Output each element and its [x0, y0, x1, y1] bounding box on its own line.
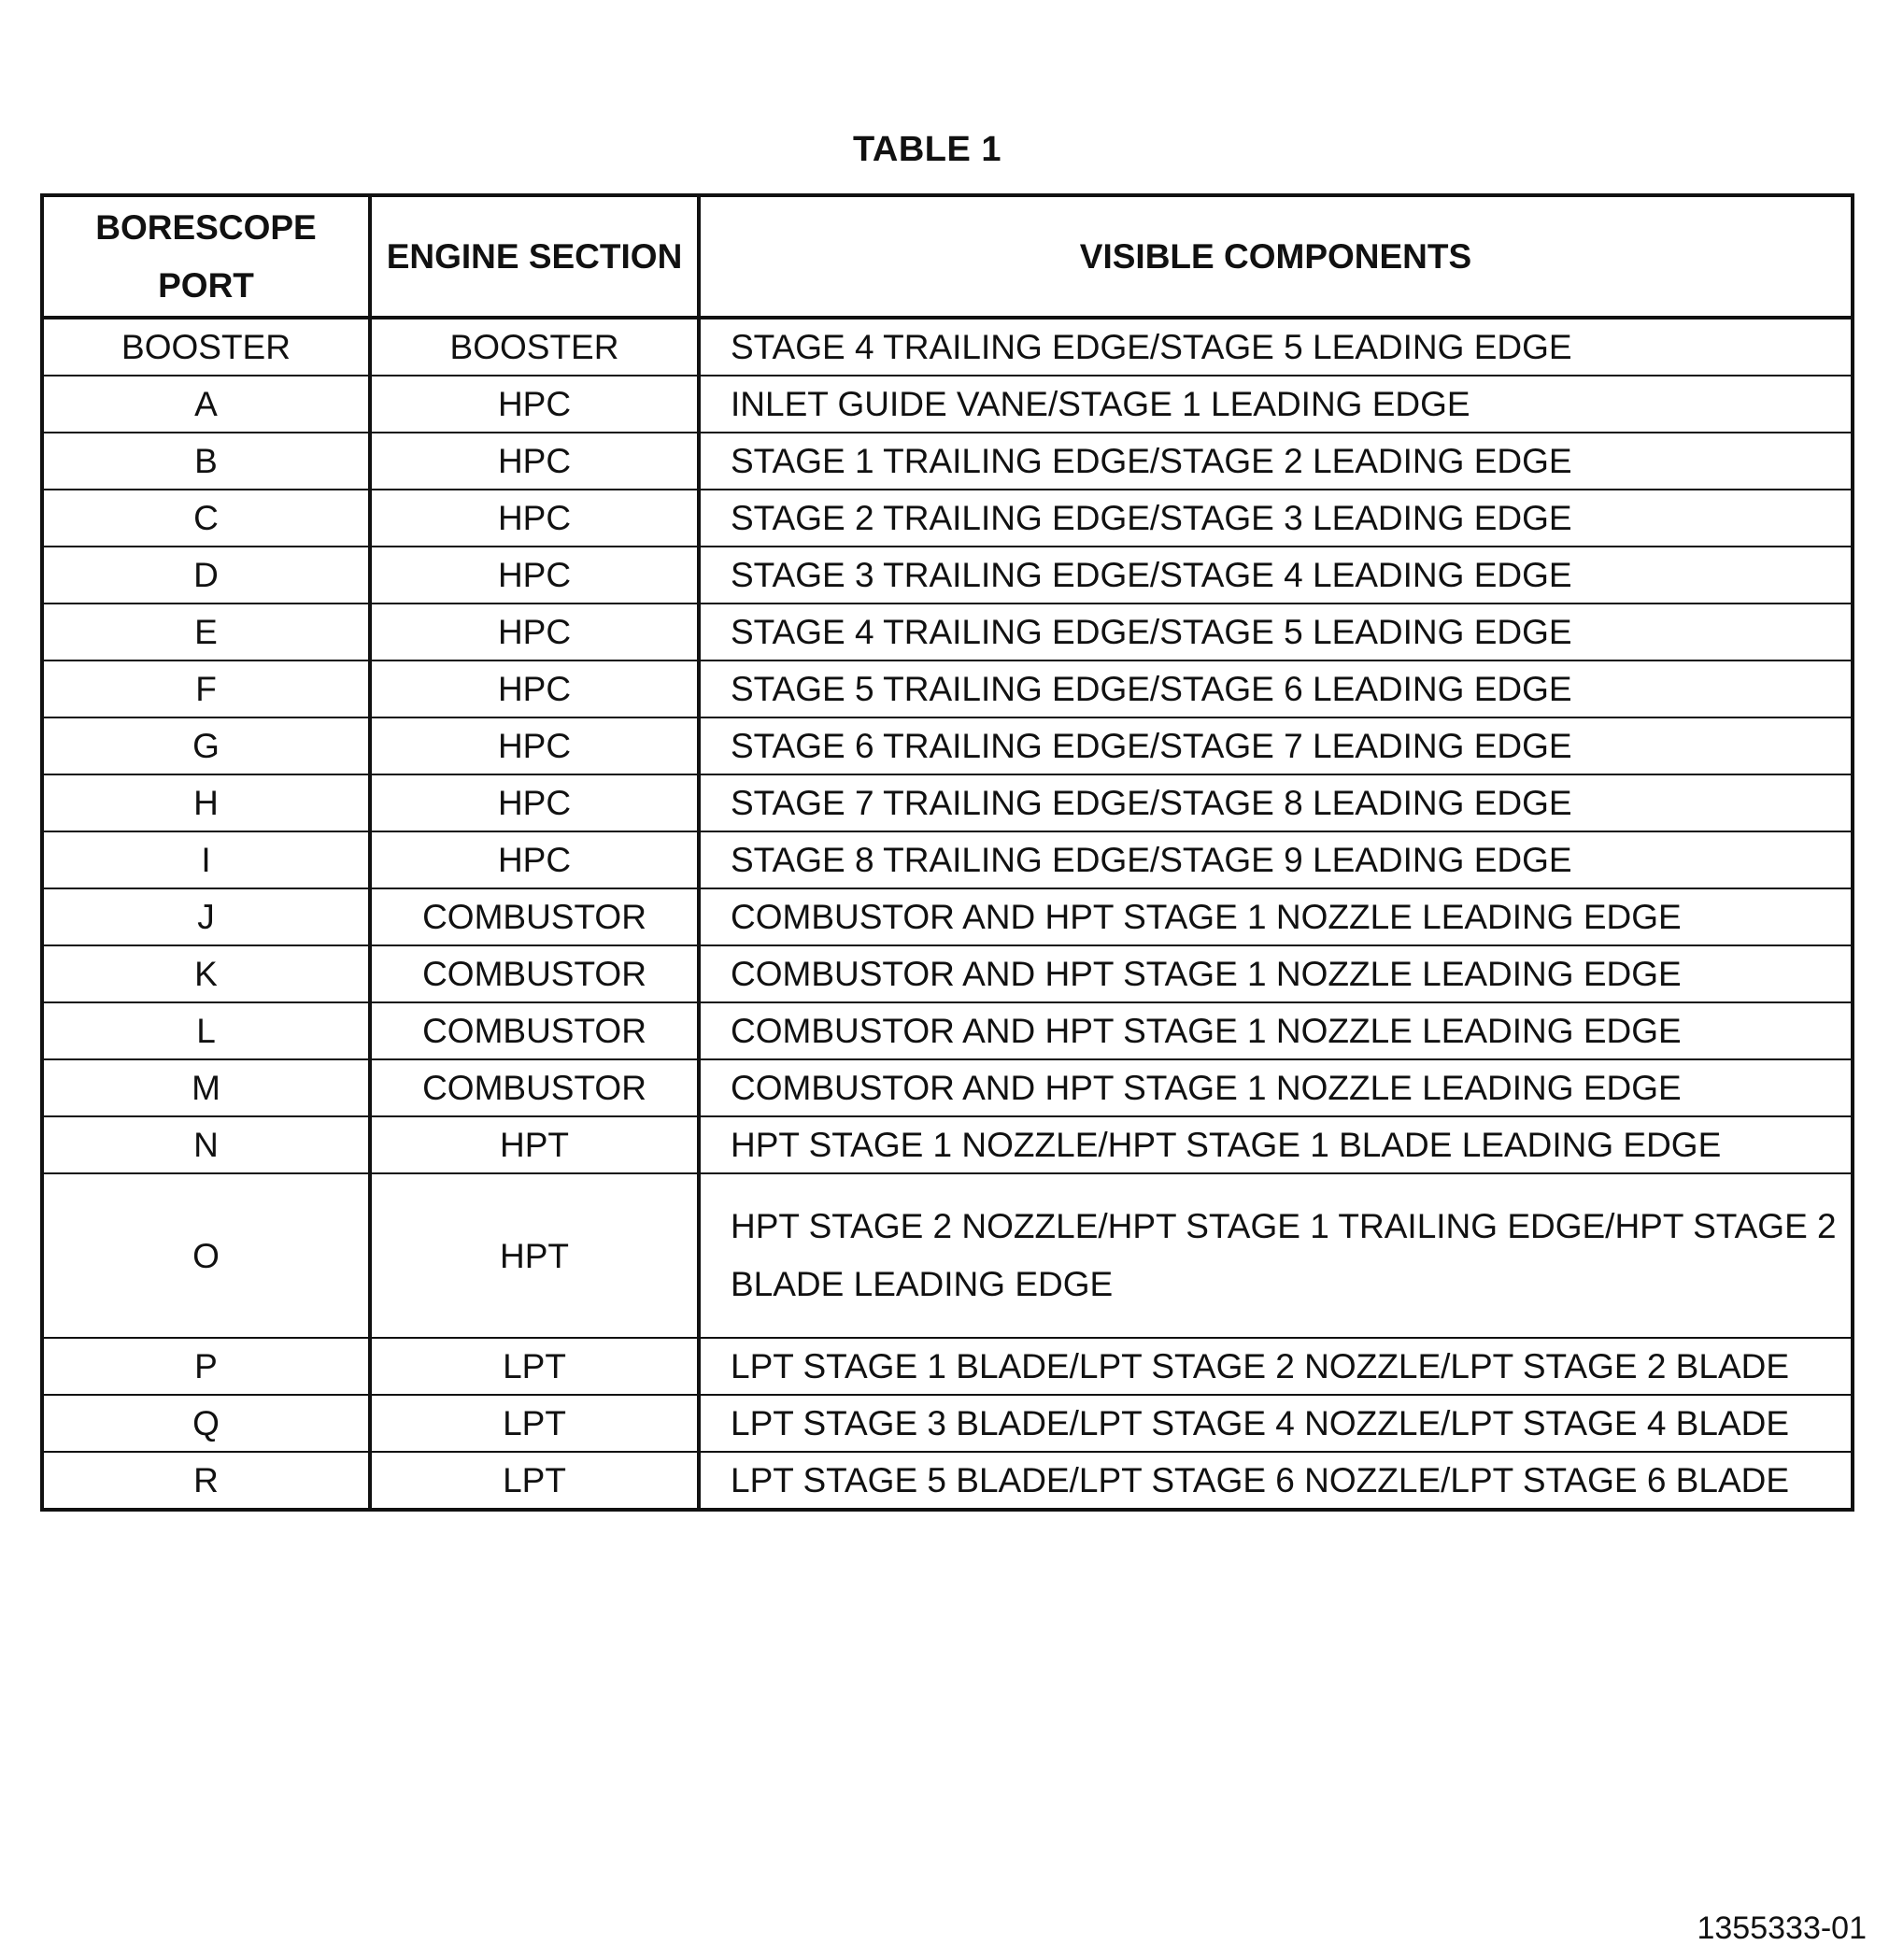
table-header [42, 195, 1853, 318]
port-cell: O [42, 1173, 370, 1338]
table-row [42, 1173, 1853, 1338]
section-cell: LPT [370, 1452, 699, 1510]
port-cell: F [42, 660, 370, 717]
section-cell: HPC [370, 547, 699, 604]
port-cell: L [42, 1002, 370, 1059]
table-row [42, 376, 1853, 433]
section-cell: COMBUSTOR [370, 888, 699, 945]
table-row [42, 660, 1853, 717]
port-cell: H [42, 774, 370, 831]
table-row [42, 1395, 1853, 1452]
table-row [42, 1338, 1853, 1395]
table-row [42, 490, 1853, 547]
section-cell: HPC [370, 774, 699, 831]
section-cell: COMBUSTOR [370, 1059, 699, 1116]
table-row [42, 1452, 1853, 1510]
table-row [42, 604, 1853, 660]
port-cell: R [42, 1452, 370, 1510]
components-cell: STAGE 1 TRAILING EDGE/STAGE 2 LEADING EDGE [699, 433, 1853, 490]
table-row [42, 547, 1853, 604]
components-cell: HPT STAGE 2 NOZZLE/HPT STAGE 1 TRAILING EDGE/HPT STAGE 2 BLADE LEADING EDGE [699, 1173, 1853, 1338]
table-row [42, 1002, 1853, 1059]
port-cell: J [42, 888, 370, 945]
table-row [42, 831, 1853, 888]
table-title: TABLE 1 [852, 130, 1002, 169]
section-cell: COMBUSTOR [370, 1002, 699, 1059]
components-cell: COMBUSTOR AND HPT STAGE 1 NOZZLE LEADING EDGE [699, 945, 1853, 1002]
header-row [42, 195, 1853, 318]
section-cell: COMBUSTOR [370, 945, 699, 1002]
section-cell: HPC [370, 717, 699, 774]
port-cell: B [42, 433, 370, 490]
port-cell: N [42, 1116, 370, 1173]
components-cell: STAGE 4 TRAILING EDGE/STAGE 5 LEADING EDGE [699, 318, 1853, 376]
components-cell: STAGE 7 TRAILING EDGE/STAGE 8 LEADING EDGE [699, 774, 1853, 831]
section-cell: HPC [370, 660, 699, 717]
table-row [42, 945, 1853, 1002]
port-cell: BOOSTER [42, 318, 370, 376]
port-cell: A [42, 376, 370, 433]
components-cell: STAGE 8 TRAILING EDGE/STAGE 9 LEADING EDGE [699, 831, 1853, 888]
table-row [42, 717, 1853, 774]
section-cell: HPC [370, 433, 699, 490]
port-cell: Q [42, 1395, 370, 1452]
header-visible-components: VISIBLE COMPONENTS [699, 195, 1853, 318]
section-cell: BOOSTER [370, 318, 699, 376]
section-cell: HPT [370, 1173, 699, 1338]
port-cell: P [42, 1338, 370, 1395]
header-borescope-port: BORESCOPE PORT [42, 195, 370, 318]
section-cell: HPC [370, 490, 699, 547]
table-row [42, 433, 1853, 490]
figure-number: 1355333-01 [1697, 1910, 1867, 1946]
components-cell: LPT STAGE 1 BLADE/LPT STAGE 2 NOZZLE/LPT STAGE 2 BLADE [699, 1338, 1853, 1395]
header-engine-section: ENGINE SECTION [370, 195, 699, 318]
borescope-port-table [40, 193, 1854, 1512]
components-cell: STAGE 6 TRAILING EDGE/STAGE 7 LEADING EDGE [699, 717, 1853, 774]
section-cell: HPC [370, 831, 699, 888]
table-body [42, 318, 1853, 1510]
components-cell: STAGE 3 TRAILING EDGE/STAGE 4 LEADING EDGE [699, 547, 1853, 604]
components-cell: STAGE 5 TRAILING EDGE/STAGE 6 LEADING EDGE [699, 660, 1853, 717]
table-row [42, 774, 1853, 831]
port-cell: E [42, 604, 370, 660]
components-cell: COMBUSTOR AND HPT STAGE 1 NOZZLE LEADING EDGE [699, 888, 1853, 945]
port-cell: C [42, 490, 370, 547]
section-cell: HPT [370, 1116, 699, 1173]
components-cell: INLET GUIDE VANE/STAGE 1 LEADING EDGE [699, 376, 1853, 433]
components-cell: COMBUSTOR AND HPT STAGE 1 NOZZLE LEADING EDGE [699, 1059, 1853, 1116]
components-cell: STAGE 2 TRAILING EDGE/STAGE 3 LEADING EDGE [699, 490, 1853, 547]
table-row [42, 1116, 1853, 1173]
port-cell: K [42, 945, 370, 1002]
port-cell: M [42, 1059, 370, 1116]
components-cell: HPT STAGE 1 NOZZLE/HPT STAGE 1 BLADE LEADING EDGE [699, 1116, 1853, 1173]
table-row [42, 318, 1853, 376]
section-cell: LPT [370, 1395, 699, 1452]
section-cell: HPC [370, 376, 699, 433]
port-cell: D [42, 547, 370, 604]
table-row [42, 888, 1853, 945]
components-cell: LPT STAGE 3 BLADE/LPT STAGE 4 NOZZLE/LPT STAGE 4 BLADE [699, 1395, 1853, 1452]
components-cell: COMBUSTOR AND HPT STAGE 1 NOZZLE LEADING EDGE [699, 1002, 1853, 1059]
section-cell: HPC [370, 604, 699, 660]
port-cell: I [42, 831, 370, 888]
components-cell: LPT STAGE 5 BLADE/LPT STAGE 6 NOZZLE/LPT STAGE 6 BLADE [699, 1452, 1853, 1510]
table-row [42, 1059, 1853, 1116]
components-cell: STAGE 4 TRAILING EDGE/STAGE 5 LEADING EDGE [699, 604, 1853, 660]
port-cell: G [42, 717, 370, 774]
section-cell: LPT [370, 1338, 699, 1395]
